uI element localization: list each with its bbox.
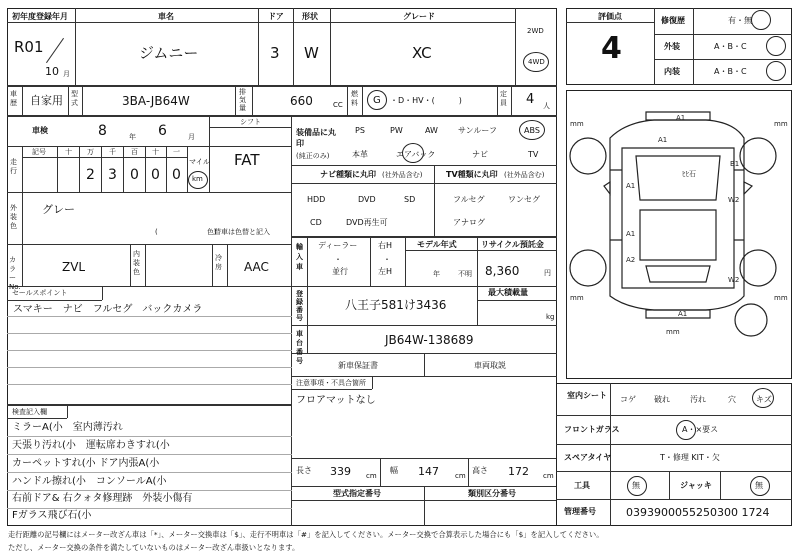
exterior-note-paren: ( ) <box>155 228 217 236</box>
equip-navi: ナビ <box>472 150 488 159</box>
displacement-value: 660 <box>290 94 313 108</box>
place-juu: 十 <box>152 148 159 156</box>
shape: W <box>304 44 319 62</box>
seat-tear: 破れ <box>654 395 670 404</box>
tools-value: 無 <box>632 481 640 490</box>
width-value: 147 <box>418 465 439 478</box>
mark-chip: ﾋﾋ石 <box>682 170 696 178</box>
chassis-value: JB64W-138689 <box>385 333 474 347</box>
type-designation-label: 型式指定番号 <box>333 489 381 498</box>
length-label: 長さ <box>296 466 312 475</box>
inspector-line-2: 天張り汚れ(小 運転席わきすれ(小 <box>12 440 170 451</box>
mark-a1-rear: A1 <box>678 310 688 318</box>
width-unit: cm <box>455 472 466 480</box>
max-load-label: 最大積載量 <box>488 288 528 297</box>
length-value: 339 <box>330 465 351 478</box>
color-no-label: カラーNo. <box>9 256 21 291</box>
equip-ps: PS <box>355 126 365 135</box>
recycle-value: 8,360 <box>485 264 520 278</box>
color-no-value: ZVL <box>62 260 86 274</box>
model-year-unit: 年 <box>433 270 440 278</box>
equip-leather: 本革 <box>352 150 368 159</box>
recycle-label: リサイクル預託金 <box>481 240 544 249</box>
tv-label: TV種類に丸印 <box>446 170 498 179</box>
mark-a1-door: A1 <box>626 182 636 190</box>
model-year-unknown: 不明 <box>458 270 472 278</box>
height-unit: cm <box>543 472 554 480</box>
import-label: 輸入車 <box>296 243 303 271</box>
import-dot-2: ・ <box>383 255 391 264</box>
length-unit: cm <box>366 472 377 480</box>
seat-hole: 穴 <box>728 395 736 404</box>
navi-hdd: HDD <box>307 195 326 204</box>
mileage-digit-4: 0 <box>151 167 160 183</box>
navi-sd: SD <box>404 195 416 204</box>
mileage-digit-2: 3 <box>108 167 117 183</box>
score-value: 4 <box>601 31 622 66</box>
place-sen: 千 <box>109 148 116 156</box>
navi-dvd: DVD <box>358 195 376 204</box>
model-value: 3BA-JB64W <box>122 94 190 108</box>
grade: XC <box>412 44 432 62</box>
fuel-options: ・D・HV・( ) <box>390 96 462 105</box>
chassis-label: 車台番号 <box>296 330 303 365</box>
height-label: 高さ <box>472 466 488 475</box>
mileage-label: 走行 <box>10 158 17 175</box>
inspector-line-3: カーペットすれ(小 ドア内張A(小 <box>12 458 160 469</box>
equipment-label: 装備品に丸印 <box>296 128 336 148</box>
front-glass-options: A・×要ス <box>682 425 719 434</box>
place-man: 万 <box>87 148 94 156</box>
grade-label: グレード <box>403 12 435 21</box>
max-load-unit: kg <box>546 313 555 321</box>
car-name: ジムニー <box>139 44 199 62</box>
import-left: 左H <box>378 267 393 276</box>
selling-points-text: スマキー ナビ フルセグ バックカメラ <box>13 304 203 315</box>
category-label: 類別区分番号 <box>468 489 516 498</box>
model-year-label: モデル年式 <box>417 240 457 249</box>
mileage-digit-3: 0 <box>130 167 139 183</box>
navi-label: ナビ種類に丸印 <box>320 170 376 179</box>
equipment-sublabel: (純正のみ) <box>296 152 330 160</box>
mileage-symbol-label: 記号 <box>32 148 46 156</box>
mileage-digit-1: 2 <box>86 167 95 183</box>
interior-c-circle <box>766 61 786 81</box>
inspection-month-unit: 月 <box>188 133 195 141</box>
inspector-label: 検査記入欄 <box>12 408 47 416</box>
tv-oneseg: ワンセグ <box>508 195 540 204</box>
mark-a1-front: A1 <box>676 114 686 122</box>
score-label: 評価点 <box>598 12 622 21</box>
mm-4: mm <box>774 294 788 302</box>
mark-w2-2: W2 <box>728 276 740 284</box>
interior-color-label: 内装色 <box>133 250 140 276</box>
capacity-label: 定員 <box>500 90 507 107</box>
repair-label: 修復歴 <box>661 16 685 25</box>
vehicle-manual: 車両取説 <box>474 361 506 370</box>
interior-grade-options: A・B・C <box>714 67 747 76</box>
mm-1: mm <box>570 120 584 128</box>
first-reg-era: R01 <box>14 38 44 56</box>
spare-tire-options: T・修理 KIT・欠 <box>660 453 720 462</box>
mark-a2: A2 <box>626 256 636 264</box>
inspector-line-6: Fガラス飛び石(小 <box>12 510 92 521</box>
aircon-label: 冷房 <box>215 254 222 271</box>
fuel-label: 燃料 <box>351 90 358 107</box>
mark-b1: B1 <box>730 160 740 168</box>
place-10man: 十 <box>65 148 72 156</box>
displacement-label: 排気量 <box>239 88 246 112</box>
first-reg-month: 10 <box>45 65 59 78</box>
seat-burn: コゲ <box>620 395 636 404</box>
tv-sub: (社外品含む) <box>504 171 545 179</box>
shift-value: FAT <box>234 151 260 169</box>
repair-none-circle <box>751 10 771 30</box>
spare-tire-label: スペアタイヤ <box>564 453 612 462</box>
mm-3: mm <box>570 294 584 302</box>
management-label: 管理番号 <box>564 507 596 516</box>
shape-label: 形状 <box>302 12 318 21</box>
front-glass-label: フロントガラス <box>564 425 620 434</box>
jack-label: ジャッキ <box>680 481 712 490</box>
aircon-value: AAC <box>244 260 269 274</box>
door-label: ドア <box>268 12 284 21</box>
exterior-c-circle <box>766 36 786 56</box>
footer-line-2: ただし、メーター交換の条件を満たしていないものはメーター改ざん車扱いとなります。 <box>8 543 300 552</box>
use-value: 自家用 <box>30 94 63 107</box>
equip-sunroof: サンルーフ <box>458 126 497 135</box>
import-right: 右H <box>378 241 393 250</box>
exterior-grade-label: 外装 <box>664 42 680 51</box>
mm-2: mm <box>774 120 788 128</box>
notes-text: フロアマットなし <box>296 395 376 406</box>
inspector-line-1: ミラーA(小 室内薄汚れ <box>12 422 123 433</box>
tv-fullseg: フルセグ <box>453 195 485 204</box>
height-value: 172 <box>508 465 529 478</box>
notes-label: 注意事項・不具合箇所 <box>296 379 366 387</box>
equip-airbag: エアバック <box>396 150 436 159</box>
jack-value: 無 <box>755 481 763 490</box>
exterior-color-value: グレー <box>42 203 75 216</box>
mark-w2-1: W2 <box>728 196 740 204</box>
first-reg-month-unit: 月 <box>63 70 70 78</box>
selling-points-label: セールスポイント <box>12 289 68 297</box>
recycle-yen: 円 <box>544 269 551 277</box>
mm-5: mm <box>666 328 680 336</box>
mile-label: マイル <box>189 158 210 166</box>
import-dot: ・ <box>334 255 342 264</box>
use-label: 車歴 <box>10 90 17 107</box>
capacity-value: 4 <box>526 92 535 107</box>
exterior-grade-options: A・B・C <box>714 42 747 51</box>
new-car-warranty: 新車保証書 <box>338 361 378 370</box>
shift-label: シフト <box>240 118 261 126</box>
equip-tv: TV <box>528 150 539 159</box>
mark-a1-pillar: A1 <box>626 230 636 238</box>
drive-4wd: 4WD <box>528 58 545 66</box>
drive-2wd: 2WD <box>527 27 544 35</box>
navi-sub: (社外品含む) <box>382 171 423 179</box>
management-number: 0393900055250300 1724 <box>626 506 770 519</box>
first-reg-label: 初年度登録年月 <box>12 12 68 21</box>
place-ichi: 一 <box>173 148 180 156</box>
car-diagram <box>566 90 792 379</box>
equip-abs: ABS <box>524 126 540 135</box>
mark-a1-hood: A1 <box>658 136 668 144</box>
seat-dirt: 汚れ <box>690 395 706 404</box>
place-hyaku: 百 <box>131 148 138 156</box>
import-parallel: 並行 <box>332 267 348 276</box>
width-label: 幅 <box>390 466 398 475</box>
inspection-label: 車検 <box>32 126 48 135</box>
exterior-color-label: 外装色 <box>10 204 17 230</box>
registration-plate: 八王子581け3436 <box>345 298 447 312</box>
capacity-unit: 人 <box>543 102 550 110</box>
mileage-digit-5: 0 <box>172 167 181 183</box>
import-dealer: ディーラー <box>318 241 358 250</box>
navi-dvd-playable: DVD再生可 <box>346 218 388 227</box>
repair-options: 有・無 <box>728 16 752 25</box>
doors: 3 <box>270 44 280 62</box>
inspector-line-4: ハンドル擦れ(小 コンソールA(小 <box>12 476 167 487</box>
footer-line-1: 走行距離の記号欄にはメーター改ざん車は「*」、メーター交換車は「$」、走行不明車は「#」を記入してください。メーター交換で合算表示した場合にも「$」を記入してください。 <box>8 530 604 539</box>
km-label: km <box>192 175 203 183</box>
equip-aw: AW <box>425 126 438 135</box>
fuel-g: G <box>373 95 381 106</box>
tools-label: 工具 <box>574 481 590 490</box>
seat-scratch: キズ <box>756 395 772 404</box>
inspector-line-5: 右前ドア& 右クォタ修理跡 外装小傷有 <box>12 493 193 504</box>
inspection-month: 6 <box>158 123 167 139</box>
interior-grade-label: 内装 <box>664 67 680 76</box>
seat-label: 室内シート <box>567 391 607 400</box>
inspection-year: 8 <box>98 123 107 139</box>
inspection-year-unit: 年 <box>129 133 136 141</box>
tv-analog: アナログ <box>453 218 485 227</box>
model-label: 型式 <box>71 90 78 107</box>
displacement-unit: CC <box>333 101 343 109</box>
car-name-label: 車名 <box>158 12 174 21</box>
equip-pw: PW <box>390 126 403 135</box>
navi-cd: CD <box>310 218 322 227</box>
registration-label: 登録番号 <box>296 290 303 322</box>
exterior-note: 色替車は色替と記入 <box>207 228 270 236</box>
